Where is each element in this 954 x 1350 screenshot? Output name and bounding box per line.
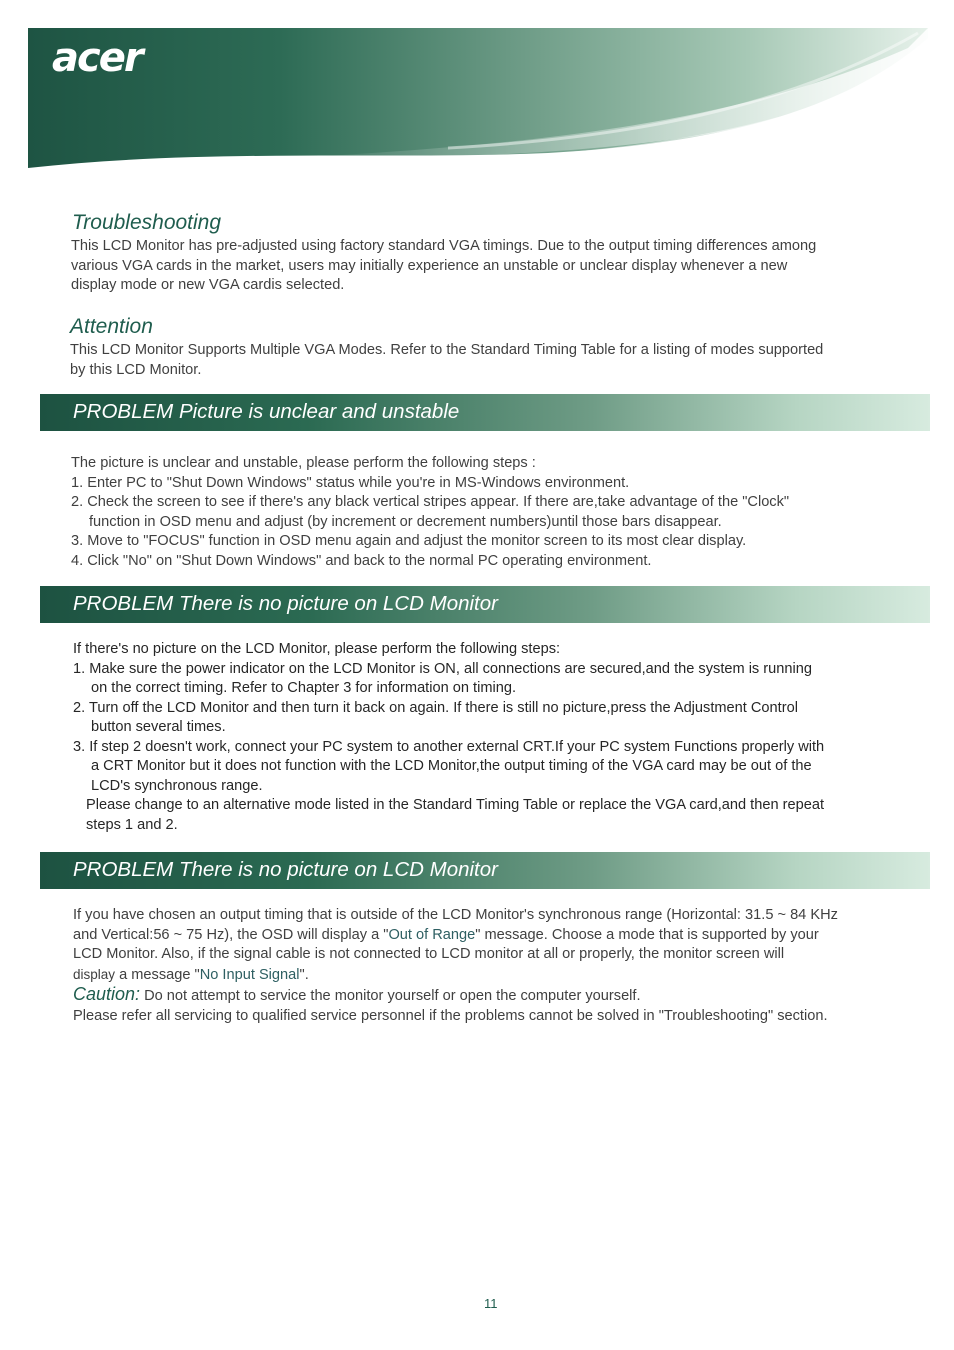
troubleshooting-line: display mode or new VGA cardis selected. bbox=[71, 277, 345, 293]
troubleshooting-title: Troubleshooting bbox=[72, 211, 222, 234]
attention-line: This LCD Monitor Supports Multiple VGA Modes. Refer to the Standard Timing Table for a listing of modes supported bbox=[70, 342, 824, 358]
problem-title: PROBLEM Picture is unclear and unstable bbox=[73, 400, 460, 423]
problem2-step: 1. Make sure the power indicator on the LCD Monitor is ON, all connections are secured,and the system is running bbox=[73, 660, 812, 677]
problem-bar-no-picture-2 bbox=[40, 852, 930, 889]
text-span: a message " bbox=[115, 966, 200, 983]
problem2-note: steps 1 and 2. bbox=[86, 816, 178, 833]
problem3-line bbox=[73, 965, 943, 986]
text-span: display bbox=[73, 966, 116, 982]
attention-text bbox=[70, 341, 930, 380]
problem-title: PROBLEM There is no picture on LCD Monitor bbox=[73, 858, 498, 881]
acer-logo: acer bbox=[52, 35, 142, 81]
problem2-intro: If there's no picture on the LCD Monitor, please perform the following steps: bbox=[73, 641, 561, 657]
problem3-line: Please refer all servicing to qualified service personnel if the problems cannot be solved in "Troubleshooting" section. bbox=[73, 1007, 828, 1024]
caution-label: Caution: bbox=[73, 984, 141, 1004]
caution-text: Do not attempt to service the monitor yourself or open the computer yourself. bbox=[140, 988, 641, 1004]
problem1-step: 3. Move to "FOCUS" function in OSD menu again and adjust the monitor screen to its most clear display. bbox=[71, 533, 747, 549]
problem1-step: 1. Enter PC to "Shut Down Windows" status while you're in MS-Windows environment. bbox=[71, 474, 630, 491]
problem3-line bbox=[73, 926, 943, 946]
attention-line: by this LCD Monitor. bbox=[70, 361, 202, 378]
banner-graphic bbox=[28, 28, 928, 170]
problem2-step: 3. If step 2 doesn't work, connect your PC system to another external CRT.If your PC system Functions properly with bbox=[73, 738, 825, 755]
problem2-note: Please change to an alternative mode listed in the Standard Timing Table or replace the VGA card,and then repeat bbox=[86, 797, 824, 813]
problem3-line: If you have chosen an output timing that is outside of the LCD Monitor's synchronous range (Horizontal: 31.5 ~ 84 KHz bbox=[73, 907, 838, 923]
out-of-range-message: Out of Range bbox=[388, 926, 476, 943]
problem3-line: LCD Monitor. Also, if the signal cable is not connected to LCD monitor at all or properly, the monitor screen will bbox=[73, 946, 785, 962]
problem-bar-unclear bbox=[40, 394, 930, 431]
text-span: " message. Choose a mode that is supported by your bbox=[475, 926, 819, 943]
problem1-text bbox=[71, 454, 931, 571]
troubleshooting-text bbox=[71, 237, 931, 296]
attention-title: Attention bbox=[70, 315, 153, 338]
text-span: and Vertical:56 ~ 75 Hz), the OSD will display a " bbox=[73, 926, 389, 943]
problem1-step: function in OSD menu and adjust (by increment or decrement numbers)until those bars disappear. bbox=[89, 513, 722, 530]
problem2-step: button several times. bbox=[91, 719, 226, 735]
problem2-text bbox=[73, 640, 933, 835]
problem1-step: 4. Click "No" on "Shut Down Windows" and back to the normal PC operating environment. bbox=[71, 552, 652, 569]
caution-line bbox=[73, 985, 943, 1007]
troubleshooting-line: This LCD Monitor has pre-adjusted using factory standard VGA timings. Due to the output timing differences among bbox=[71, 238, 817, 254]
problem3-text bbox=[73, 906, 943, 1026]
problem-title: PROBLEM There is no picture on LCD Monitor bbox=[73, 592, 498, 615]
problem-bar-no-picture bbox=[40, 586, 930, 623]
problem2-step: on the correct timing. Refer to Chapter 3 for information on timing. bbox=[91, 680, 517, 696]
problem1-intro: The picture is unclear and unstable, please perform the following steps : bbox=[71, 455, 536, 471]
troubleshooting-line: various VGA cards in the market, users may initially experience an unstable or unclear display whenever a new bbox=[71, 257, 788, 274]
text-span: ". bbox=[299, 966, 309, 983]
problem2-step: LCD's synchronous range. bbox=[91, 777, 263, 794]
no-input-signal-message: No Input Signal bbox=[199, 966, 300, 983]
problem2-step: 2. Turn off the LCD Monitor and then turn it back on again. If there is still no picture,press the Adjustment Control bbox=[73, 699, 798, 716]
problem1-step: 2. Check the screen to see if there's any black vertical stripes appear. If there are,take advantage of the "Clock" bbox=[71, 494, 790, 510]
problem2-step: a CRT Monitor but it does not function with the LCD Monitor,the output timing of the VGA card may be out of the bbox=[91, 758, 812, 774]
page-number: 11 bbox=[484, 1296, 498, 1311]
